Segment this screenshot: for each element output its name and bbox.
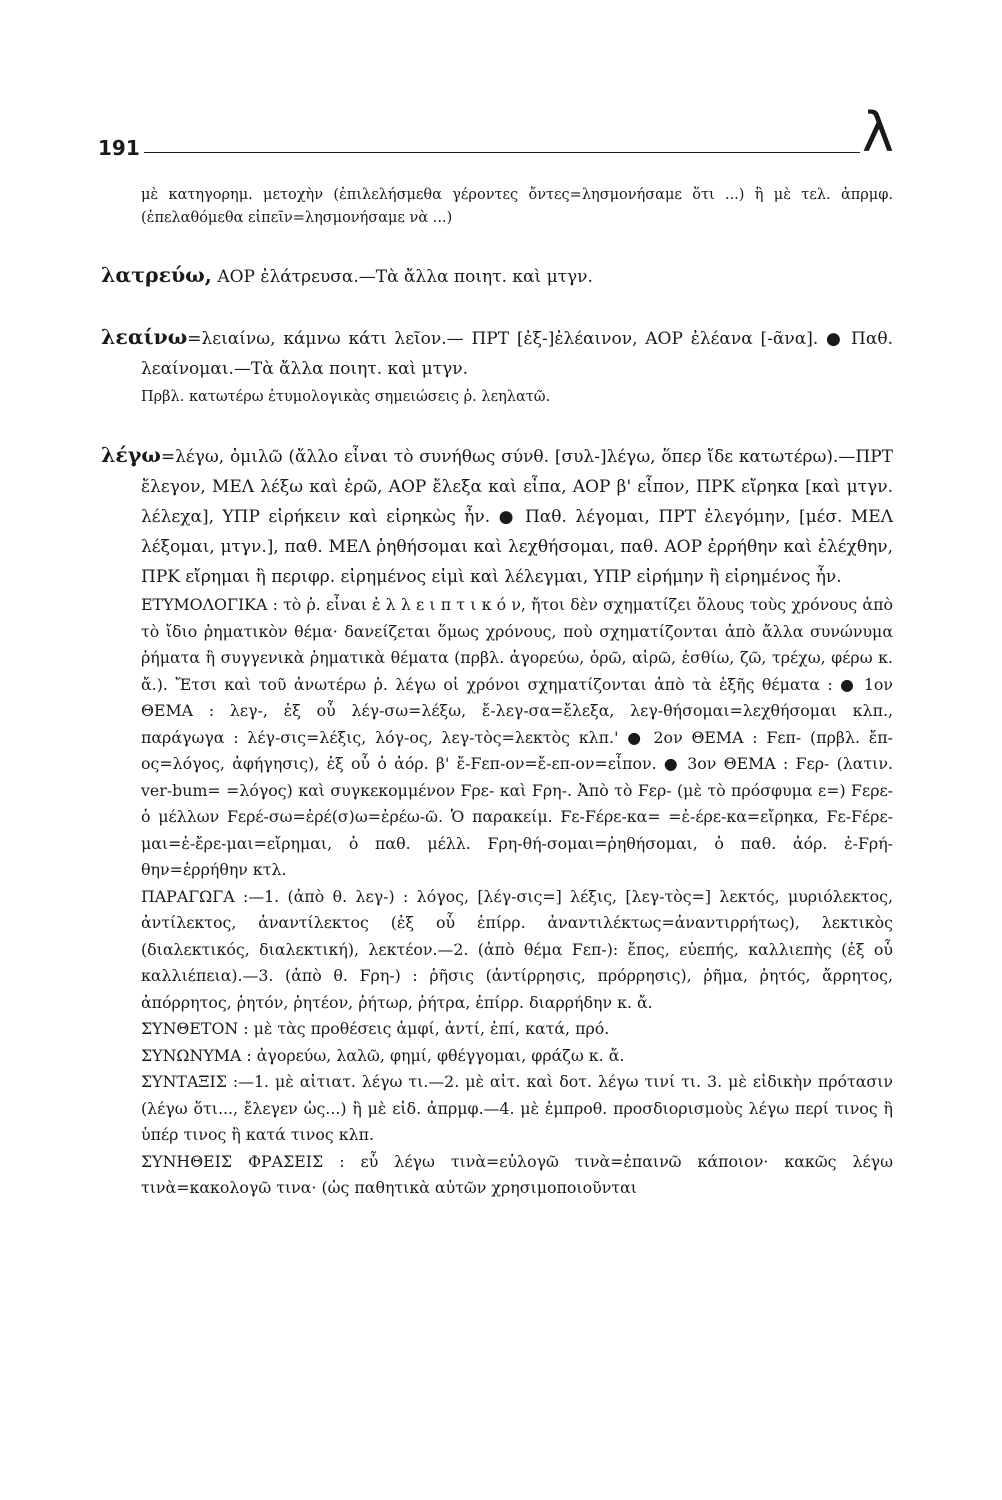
lemma: λατρεύω,	[101, 263, 212, 287]
section-syntax: ΣΥΝΤΑΞΙΣ :—1. μὲ αἰτιατ. λέγω τι.—2. μὲ αἰτ. καὶ δοτ. λέγω τινί τι. 3. μὲ εἰδικὴν πρότασιν (λέγω ὅτι..., ἔλεγεν ὡς...) ἢ μὲ εἰδ. ἀπρμφ.—4. μὲ ἐμπροθ. προσδιορισμοὺς λέγω περί τινος ἢ ὑπέρ τινος ἢ κατά τινος κλπ.	[141, 1072, 893, 1144]
entry-text: =λέγω, ὁμιλῶ (ἄλλο εἶναι τὸ συνήθως σύνθ. [συλ-]λέγω, ὅπερ ἴδε κατωτέρω).—ΠΡΤ ἔλεγον, ΜΕΛ λέξω καὶ ἐρῶ, ΑΟΡ ἔλεξα καὶ εἶπα, ΑΟΡ β' εἶπον, ΠΡΚ εἴρηκα [καὶ μτγν. λέλεχα], ΥΠΡ εἰρήκειν καὶ εἰρηκὼς ἦν. ● Παθ. λέγομαι, ΠΡΤ ἐλεγόμην, [μέσ. ΜΕΛ λέξομαι, μτγν.], παθ. ΜΕΛ ῥηθήσομαι καὶ λεχθήσομαι, παθ. ΑΟΡ ἐρρήθην καὶ ἐλέχθην, ΠΡΚ εἴρημαι ἢ περιφρ. εἰρημένος εἰμὶ καὶ λέλεγμαι, ΥΠΡ εἰρήμην ἢ εἰρημένος ἦν.	[141, 447, 893, 587]
entry-note: Πρβλ. κατωτέρω ἐτυμολογικὰς σημειώσεις ῥ. λεηλατῶ.	[141, 389, 551, 405]
entry-latreuo	[101, 260, 893, 292]
entry-text: =λειαίνω, κάμνω κάτι λεῖον.— ΠΡΤ [ἐξ-]ἐλέαινον, ΑΟΡ ἐλέανα [-ᾶνα]. ● Παθ. λεαίνομαι.—Τὰ ἄλλα ποιητ. καὶ μτγν.	[141, 329, 893, 379]
section-letter: λ	[862, 101, 894, 164]
section-etymology: ΕΤΥΜΟΛΟΓΙΚΑ : τὸ ῥ. εἶναι ἐ λ λ ε ι π τ ι κ ό ν, ἤτοι δὲν σχηματίζει ὅλους τοὺς χρόνους ἀπὸ τὸ ἴδιο ῥηματικὸν θέμα· δανείζεται ὅμως χρόνους, ποὺ σχηματίζονται ἀπὸ ἄλλα συνώνυμα ῥήματα ἢ συγγενικὰ ῥηματικὰ θέματα (πρβλ. ἀγορεύω, ὁρῶ, αἱρῶ, ἐσθίω, ζῶ, τρέχω, φέρω κ. ἄ.). Ἔτσι καὶ τοῦ ἀνωτέρω ῥ. λέγω οἱ χρόνοι σχηματίζονται ἀπὸ τὰ ἑξῆς θέματα : ● 1ον ΘΕΜΑ : λεγ-, ἐξ οὗ λέγ-σω=λέξω, ἔ-λεγ-σα=ἔλεξα, λεγ-θήσομαι=λεχθήσομαι κλπ., παράγωγα : λέγ-σις=λέξις, λόγ-ος, λεγ-τὸς=λεκτὸς κλπ.' ● 2ον ΘΕΜΑ : Ϝεπ- (πρβλ. ἔπ-ος=λόγος, ἀφήγησις), ἐξ οὗ ὁ ἀόρ. β' ἔ-Ϝεπ-ον=ἔ-επ-ον=εἶπον. ● 3ον ΘΕΜΑ : Ϝερ- (λατιν. ver-bum= =λόγος) καὶ συγκεκομμένον Ϝρε- καὶ Ϝρη-. Ἀπὸ τὸ Ϝερ- (μὲ τὸ πρόσφυμα ε=) Ϝερε- ὁ μέλλων Ϝερέ-σω=ἐρέ(σ)ω=ἐρέω-ῶ. Ὁ παρακείμ. Ϝε-Ϝέρε-κα= =ἐ-έρε-κα=εἴρηκα, Ϝε-Ϝέρε-μαι=ἐ-ἔρε-μαι=εἴρημαι, ὁ παθ. μέλλ. Ϝρη-θή-σομαι=ῥηθήσομαι, ὁ παθ. ἀόρ. ἐ-Ϝρή-θην=ἐρρήθην κτλ.	[141, 595, 893, 879]
lemma: λέγω	[101, 443, 161, 467]
lemma: λεαίνω	[101, 325, 188, 349]
intro-paragraph: μὲ κατηγορημ. μετοχὴν (ἐπιλελήσμεθα γέροντες ὄντες=λησμονήσαμε ὅτι ...) ἢ μὲ τελ. ἀπρμφ. (ἐπελαθόμεθα εἰπεῖν=λησμονήσαμε νὰ ...)	[141, 187, 893, 226]
page-body	[101, 184, 893, 1202]
entry-lego	[101, 440, 893, 592]
section-common-phrases: ΣΥΝΗΘΕΙΣ ΦΡΑΣΕΙΣ : εὖ λέγω τινὰ=εὐλογῶ τινὰ=ἐπαινῶ κάποιον· κακῶς λέγω τινὰ=κακολογῶ τινα· (ὡς παθητικὰ αὐτῶν χρησιμοποιοῦνται	[141, 1151, 893, 1197]
header-rule	[144, 152, 860, 153]
entry-text: ΑΟΡ ἐλάτρευσα.—Τὰ ἄλλα ποιητ. καὶ μτγν.	[217, 267, 593, 287]
entry-leaino	[101, 322, 893, 384]
section-derivatives: ΠΑΡΑΓΩΓΑ :—1. (ἀπὸ θ. λεγ-) : λόγος, [λέγ-σις=] λέξις, [λεγ-τὸς=] λεκτός, μυριόλεκτος, ἀντίλεκτος, ἀναντίλεκτος (ἐξ οὗ ἐπίρρ. ἀναντιλέκτως=ἀναντιρρήτως), λεκτικὸς (διαλεκτικός, διαλεκτική), λεκτέον.—2. (ἀπὸ θέμα Ϝεπ-): ἔπος, εὐεπής, καλλιεπὴς (ἐξ οὗ καλλιέπεια).—3. (ἀπὸ θ. Ϝρη-) : ῥῆσις (ἀντίρρησις, πρόρρησις), ῥῆμα, ῥητός, ἄρρητος, ἀπόρρητος, ῥητόν, ῥητέον, ῥήτωρ, ῥήτρα, ἐπίρρ. διαρρήδην κ. ἄ.	[141, 886, 893, 1012]
page-number: 191	[98, 136, 140, 160]
section-synonyms: ΣΥΝΩΝΥΜΑ : ἀγορεύω, λαλῶ, φημί, φθέγγομαι, φράζω κ. ἄ.	[141, 1045, 625, 1065]
section-compounds: ΣΥΝΘΕΤΟΝ : μὲ τὰς προθέσεις ἀμφί, ἀντί, ἐπί, κατά, πρό.	[141, 1019, 610, 1038]
page-header	[98, 101, 898, 166]
